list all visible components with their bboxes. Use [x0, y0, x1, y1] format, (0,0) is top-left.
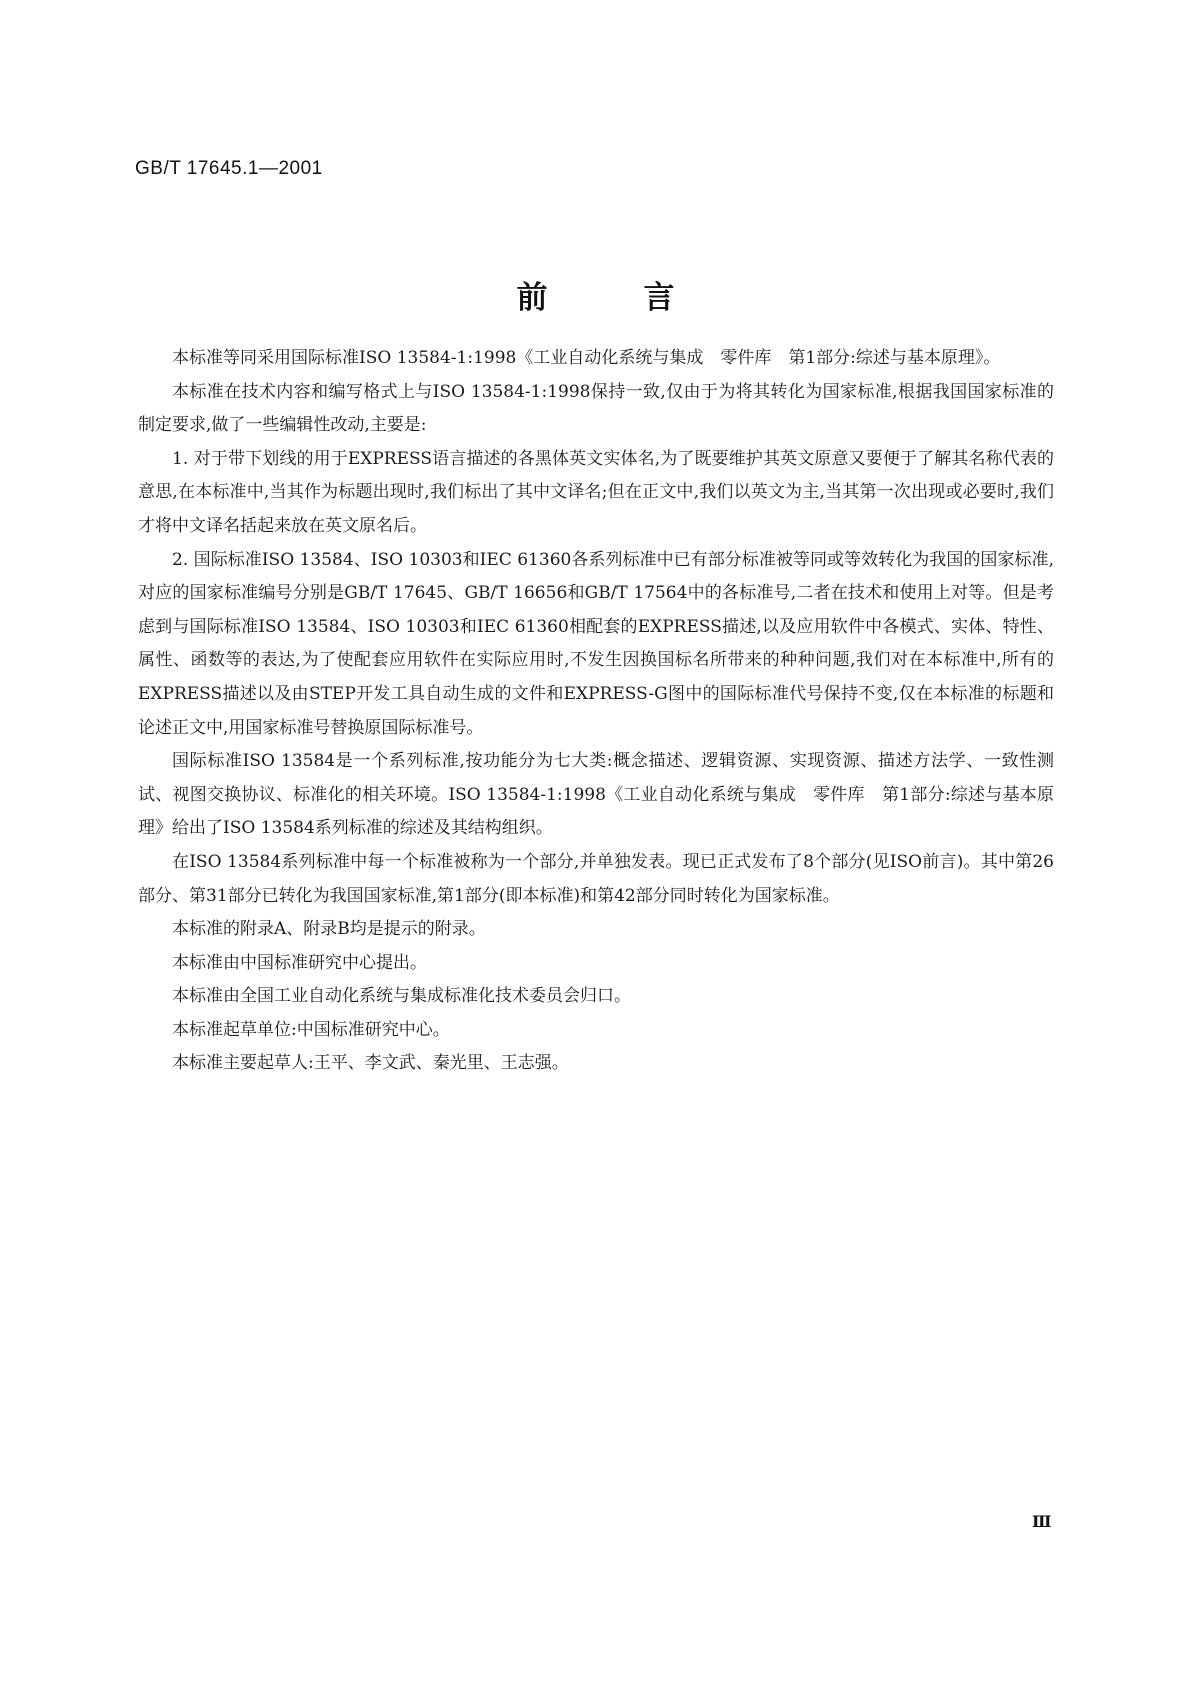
- page-number: Ⅲ: [1032, 1512, 1052, 1531]
- paragraph: 本标准主要起草人:王平、李文武、秦光里、王志强。: [172, 1053, 569, 1074]
- paragraph: 本标准的附录A、附录B均是提示的附录。: [172, 919, 486, 940]
- paragraph: 本标准在技术内容和编写格式上与ISO 13584-1:1998保持一致,仅由于为将其转化为国家标准,根据我国国家标准的制定要求,做了一些编辑性改动,主要是:: [138, 381, 1054, 436]
- paragraph: 2. 国际标准ISO 13584、ISO 10303和IEC 61360各系列标准中已有部分标准被等同或等效转化为我国的国家标准,对应的国家标准编号分别是GB/T 17645、GB/T 16656和GB/T 17564中的各标准号,二者在技术和使用上对等。但是考虑到与国际标准ISO 13584、ISO 10303和IEC 61360相配套的EXPRESS描述,以及应用软件中各模式、实体、特性、属性、函数等的表达,为了使配套应用软件在实际应用时,不发生因换国标名所带来的种种问题,我们对在本标准中,所有的EXPRESS描述以及由STEP开发工具自动生成的文件和EXPRESS-G图中的国际标准代号保持不变,仅在本标准的标题和论述正文中,用国家标准号替换原国际标准号。: [138, 549, 1054, 738]
- document-code: GB/T 17645.1—2001: [135, 158, 323, 179]
- paragraph: 本标准等同采用国际标准ISO 13584-1:1998《工业自动化系统与集成 零件库 第1部分:综述与基本原理》。: [172, 348, 1001, 368]
- paragraph: 1. 对于带下划线的用于EXPRESS语言描述的各黑体英文实体名,为了既要维护其英文原意又要便于了解其名称代表的意思,在本标准中,当其作为标题出现时,我们标出了其中文译名;但在正文中,我们以英文为主,当其第一次出现或必要时,我们才将中文译名括起来放在英文原名后。: [138, 448, 1054, 536]
- paragraph: 本标准起草单位:中国标准研究中心。: [172, 1019, 450, 1040]
- title-char-1: 前: [516, 280, 548, 316]
- paragraph: 本标准由中国标准研究中心提出。: [172, 952, 427, 973]
- paragraph: 本标准由全国工业自动化系统与集成标准化技术委员会归口。: [172, 986, 631, 1007]
- paragraph: 国际标准ISO 13584是一个系列标准,按功能分为七大类:概念描述、逻辑资源、实现资源、描述方法学、一致性测试、视图交换协议、标准化的相关环境。ISO 13584-1:1998《工业自动化系统与集成 零件库 第1部分:综述与基本原理》给出了ISO 13584系列标准的综述及其结构组织。: [138, 751, 1054, 839]
- page-title: [0, 272, 1191, 317]
- preface-body: [138, 342, 1054, 1081]
- title-char-2: 言: [643, 280, 675, 316]
- paragraph: 在ISO 13584系列标准中每一个标准被称为一个部分,并单独发表。现已正式发布了8个部分(见ISO前言)。其中第26部分、第31部分已转化为我国国家标准,第1部分(即本标准)和第42部分同时转化为国家标准。: [138, 851, 1054, 906]
